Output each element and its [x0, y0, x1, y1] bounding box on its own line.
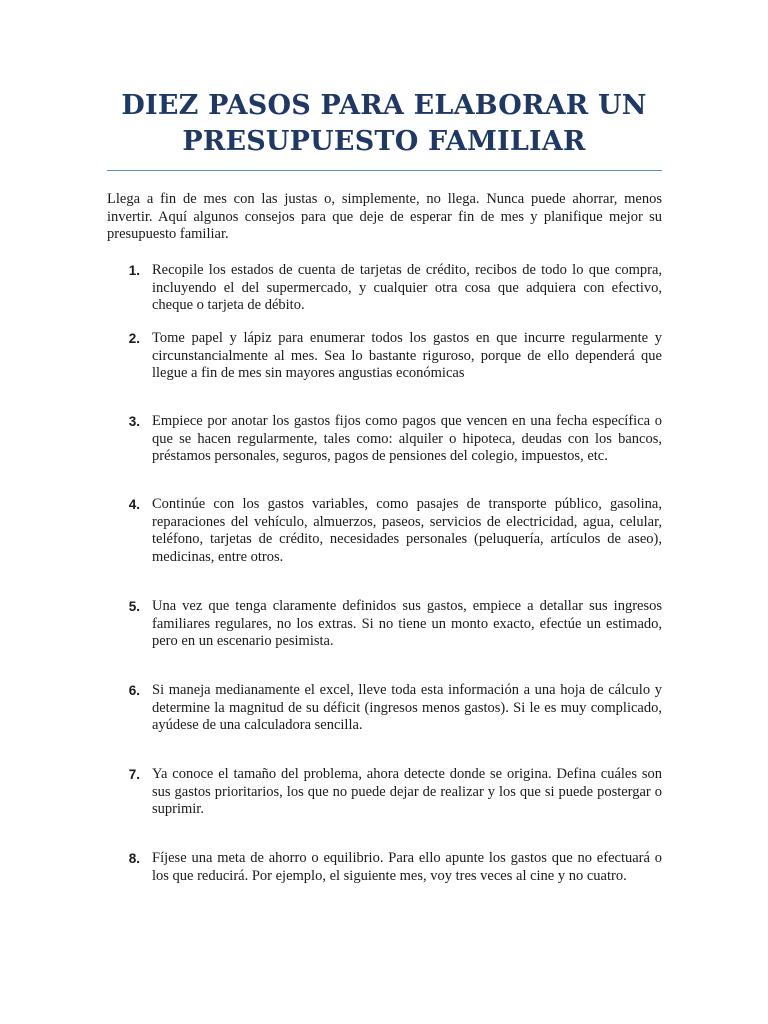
step-text: Tome papel y lápiz para enumerar todos los gastos en que incurre regularmente y circunstancialmente al mes. Sea lo bastante riguroso, porque de ello dependerá que llegue a fin de mes sin mayores angustias económicas	[152, 330, 662, 381]
document-title	[100, 88, 668, 160]
title-line-1: DIEZ PASOS PARA ELABORAR UN	[121, 90, 647, 121]
title-underline-rule	[107, 170, 662, 171]
step-text: Recopile los estados de cuenta de tarjetas de crédito, recibos de todo lo que compra, incluyendo el del supermercado, y cualquier otra cosa que adquiera con efectivo, cheque o tarjeta de débito.	[152, 262, 662, 313]
step-number: 8.	[128, 851, 140, 866]
step-text: Continúe con los gastos variables, como pasajes de transporte público, gasolina, reparaciones del vehículo, almuerzos, paseos, servicios de electricidad, agua, celular, teléfono, tarjetas de crédito, necesidades personales (peluquería, artículos de aseo), medicinas, entre otros.	[152, 496, 662, 565]
step-text: Si maneja medianamente el excel, lleve toda esta información a una hoja de cálculo y determine la magnitud de su déficit (ingresos menos gastos). Si le es muy complicado, ayúdese de una calculadora sencilla.	[152, 682, 662, 733]
step-number: 6.	[128, 683, 140, 698]
step-number: 1.	[128, 263, 140, 278]
step-number: 3.	[128, 414, 140, 429]
step-number: 7.	[128, 767, 140, 782]
step-number: 5.	[128, 599, 140, 614]
step-number: 4.	[128, 497, 140, 512]
step-text: Empiece por anotar los gastos fijos como pagos que vencen en una fecha específica o que se hacen regularmente, tales como: alquiler o hipoteca, deudas con los bancos, préstamos personales, seguros, pagos de pensiones del colegio, impuestos, etc.	[152, 413, 662, 464]
step-text: Una vez que tenga claramente definidos sus gastos, empiece a detallar sus ingresos familiares regulares, no los extras. Si no tiene un monto exacto, efectúe un estimado, pero en un escenario pesimista.	[152, 598, 662, 649]
intro-paragraph: Llega a fin de mes con las justas o, simplemente, no llega. Nunca puede ahorrar, menos invertir. Aquí algunos consejos para que deje de esperar fin de mes y planifique mejor su presupuesto familiar.	[107, 191, 662, 242]
step-text: Fíjese una meta de ahorro o equilibrio. Para ello apunte los gastos que no efectuará o los que reducirá. Por ejemplo, el siguiente mes, voy tres veces al cine y no cuatro.	[152, 850, 662, 884]
step-number: 2.	[128, 331, 140, 346]
title-line-2: PRESUPUESTO FAMILIAR	[182, 126, 586, 157]
step-text: Ya conoce el tamaño del problema, ahora detecte donde se origina. Defina cuáles son sus gastos prioritarios, los que no puede dejar de realizar y los que si puede postergar o suprimir.	[152, 766, 662, 817]
